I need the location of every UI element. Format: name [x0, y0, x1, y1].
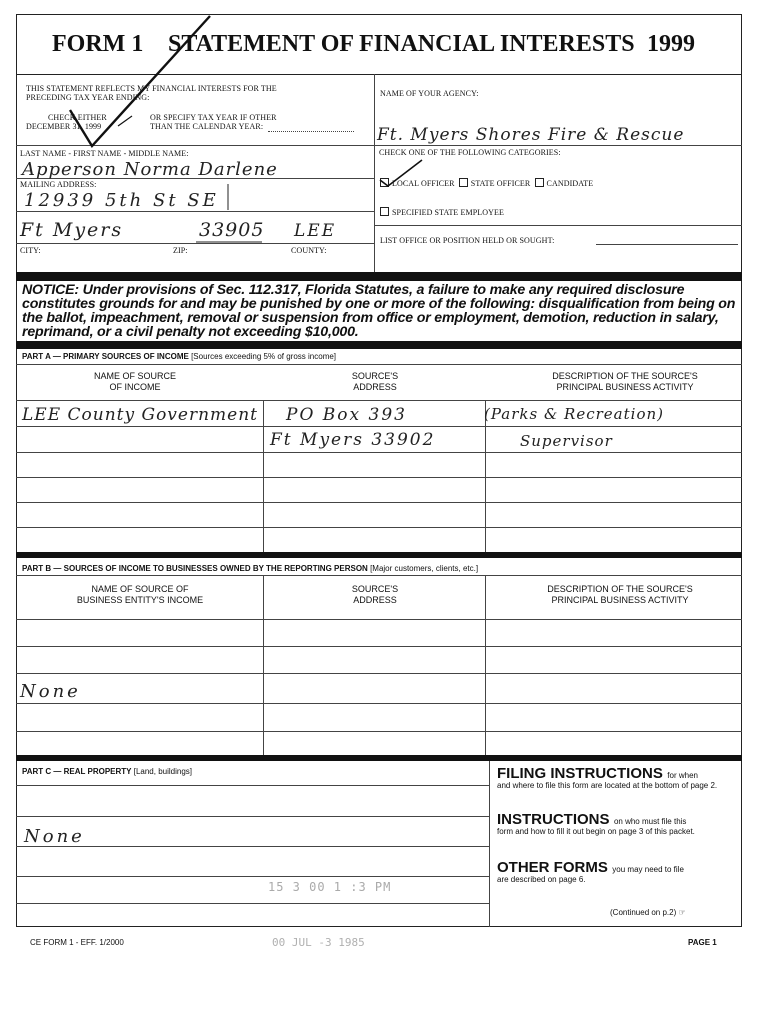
- part-b-rule: [16, 575, 742, 576]
- filing-instructions-tail: for when: [667, 771, 698, 780]
- part-b-col1-head: [50, 584, 230, 606]
- city-value[interactable]: Ft Myers: [20, 219, 124, 241]
- part-b-col3-line2: PRINCIPAL BUSINESS ACTIVITY: [551, 595, 689, 605]
- part-c-row-3: [16, 846, 489, 847]
- received-stamp: 15 3 00 1 :3 PM: [268, 880, 392, 894]
- form-number: FORM 1: [52, 31, 144, 57]
- other-forms-tail: you may need to file: [612, 865, 684, 874]
- part-a-bottom-bar: [16, 552, 742, 558]
- part-a-col2-head: [300, 371, 450, 393]
- local-officer-checkmark-icon: [380, 160, 422, 186]
- continued-text: (Continued on p.2): [610, 908, 677, 917]
- part-a-subtitle: [Sources exceeding 5% of gross income]: [191, 352, 337, 361]
- zip-value[interactable]: 33905: [199, 219, 265, 241]
- part-a-row-5: [16, 527, 742, 528]
- part-a-col1-line1: NAME OF SOURCE: [93, 371, 176, 381]
- form-title: STATEMENT OF FINANCIAL INTERESTS: [168, 31, 635, 57]
- part-c-row-5: [16, 903, 489, 904]
- part-a-col1-line2: OF INCOME: [109, 382, 161, 392]
- part-a-source-name[interactable]: LEE County Government: [22, 405, 259, 425]
- part-a-col3-line1: DESCRIPTION OF THE SOURCE'S: [552, 371, 698, 381]
- part-a-row-1: [16, 426, 742, 427]
- part-c-row-2: [16, 816, 489, 817]
- footer-date-stamp: 00 JUL -3 1985: [272, 936, 365, 949]
- part-a-col2-line2: ADDRESS: [353, 382, 397, 392]
- part-b-divider-1: [263, 575, 264, 755]
- agency-value[interactable]: Ft. Myers Shores Fire & Rescue: [377, 125, 685, 145]
- part-c-divider: [489, 761, 490, 927]
- part-c-title: PART C — REAL PROPERTY: [22, 767, 132, 776]
- part-a-description-1[interactable]: (Parks & Recreation): [484, 405, 664, 423]
- specify-year-label: OR SPECIFY TAX YEAR IF OTHER: [150, 113, 277, 122]
- part-a-divider-1: [263, 400, 264, 552]
- pointing-hand-icon: ☞: [678, 908, 686, 917]
- part-a-header-rule: [16, 400, 742, 401]
- instructions-block: [497, 812, 735, 837]
- name-label: LAST NAME - FIRST NAME - MIDDLE NAME:: [20, 149, 189, 158]
- reflects-line-1: THIS STATEMENT REFLECTS MY FINANCIAL INTERESTS FOR THE: [26, 84, 277, 93]
- filing-instructions: [497, 766, 735, 791]
- state-officer-label: STATE OFFICER: [470, 179, 531, 188]
- instructions-tail: on who must file this: [613, 817, 687, 826]
- part-a-source-address-2[interactable]: Ft Myers 33902: [270, 430, 436, 450]
- part-a-col1-head: [60, 371, 210, 393]
- part-c-heading: [22, 767, 192, 776]
- part-a-row-3: [16, 477, 742, 478]
- calendar-year-label: THAN THE CALENDAR YEAR:: [150, 122, 264, 131]
- part-b-col2-line1: SOURCE'S: [351, 584, 399, 594]
- part-b-row-5: [16, 731, 742, 732]
- check-either-label: CHECK EITHER: [48, 113, 107, 122]
- part-a-title: PART A — PRIMARY SOURCES OF INCOME: [22, 352, 189, 361]
- address-value[interactable]: 12939 5th St SE: [24, 190, 219, 211]
- instructions-head: INSTRUCTIONS: [497, 811, 610, 828]
- part-c-entry[interactable]: None: [24, 826, 85, 847]
- part-b-col3-line1: DESCRIPTION OF THE SOURCE'S: [547, 584, 693, 594]
- candidate-label: CANDIDATE: [546, 179, 594, 188]
- other-forms-block: [497, 860, 735, 885]
- city-label: CITY:: [20, 246, 41, 255]
- part-a-col3-head: [520, 371, 730, 393]
- part-b-row-4: [16, 703, 742, 704]
- continued-note: [610, 908, 686, 917]
- part-b-col3-head: [510, 584, 730, 606]
- part-b-col1-line2: BUSINESS ENTITY'S INCOME: [76, 595, 204, 605]
- part-b-row-2: [16, 646, 742, 647]
- part-b-col2-head: [300, 584, 450, 606]
- part-a-col3-line2: PRINCIPAL BUSINESS ACTIVITY: [556, 382, 694, 392]
- part-a-rule: [16, 364, 742, 365]
- filing-instructions-head: FILING INSTRUCTIONS: [497, 765, 663, 782]
- part-a-description-2[interactable]: Supervisor: [520, 432, 613, 450]
- part-b-col2-line2: ADDRESS: [353, 595, 397, 605]
- filing-instructions-body: and where to file this form are located at the bottom of page 2.: [497, 781, 718, 790]
- footer-page-number: PAGE 1: [688, 938, 717, 947]
- part-a-col2-line1: SOURCE'S: [351, 371, 399, 381]
- specified-employee-label: SPECIFIED STATE EMPLOYEE: [392, 208, 504, 217]
- office-label: LIST OFFICE OR POSITION HELD OR SOUGHT:: [380, 236, 555, 245]
- name-value[interactable]: Apperson Norma Darlene: [22, 159, 278, 180]
- part-b-bottom-bar: [16, 755, 742, 761]
- part-b-entry[interactable]: None: [20, 681, 81, 702]
- instructions-body: form and how to fill it out begin on page 3 of this packet.: [497, 827, 695, 836]
- reflects-line-2: PRECEDING TAX YEAR ENDING:: [26, 93, 150, 102]
- notice-text: NOTICE: Under provisions of Sec. 112.317, Florida Statutes, a failure to make any required disclosure constitutes grounds for and may be punished by one or more of the following: disqualification from being on the ballot, impeachment, removal or suspension from office or employment, demotion, reduction in salary, reprimand, or a civil penalty not exceeding $10,000.: [22, 282, 736, 340]
- county-value[interactable]: LEE: [294, 221, 337, 241]
- part-b-title: PART B — SOURCES OF INCOME TO BUSINESSES OWNED BY THE REPORTING PERSON: [22, 564, 368, 573]
- part-b-col1-line1: NAME OF SOURCE OF: [91, 584, 189, 594]
- part-b-heading: [22, 564, 478, 573]
- part-a-heading: [22, 352, 336, 361]
- part-c-row-1: [16, 785, 489, 786]
- part-b-subtitle: [Major customers, clients, etc.]: [370, 564, 479, 573]
- december-checkmark-icon: [118, 116, 132, 126]
- other-forms-body: are described on page 6.: [497, 875, 586, 884]
- part-b-divider-2: [485, 575, 486, 755]
- other-forms-head: OTHER FORMS: [497, 859, 608, 876]
- part-a-row-4: [16, 502, 742, 503]
- part-b-row-3: [16, 673, 742, 674]
- part-a-row-2: [16, 452, 742, 453]
- notice-bottom-bar: [16, 341, 742, 349]
- part-a-source-address-1[interactable]: PO Box 393: [286, 405, 407, 425]
- local-officer-label: LOCAL OFFICER: [392, 179, 455, 188]
- part-b-row-1: [16, 619, 742, 620]
- zip-label: ZIP:: [173, 246, 188, 255]
- form-year: 1999: [647, 31, 695, 57]
- notice-top-bar: [16, 272, 742, 281]
- part-c-row-4: [16, 876, 489, 877]
- handwritten-checkmarks: [0, 0, 770, 260]
- december-option: DECEMBER 31, 1999: [26, 122, 102, 131]
- check-one-label: CHECK ONE OF THE FOLLOWING CATEGORIES:: [379, 148, 561, 157]
- part-c-subtitle: [Land, buildings]: [133, 767, 192, 776]
- footer-form-id: CE FORM 1 - EFF. 1/2000: [30, 938, 124, 947]
- mailing-label: MAILING ADDRESS:: [20, 180, 97, 189]
- large-checkmark-icon: [70, 16, 210, 146]
- agency-label: NAME OF YOUR AGENCY:: [380, 89, 479, 98]
- county-label: COUNTY:: [291, 246, 327, 255]
